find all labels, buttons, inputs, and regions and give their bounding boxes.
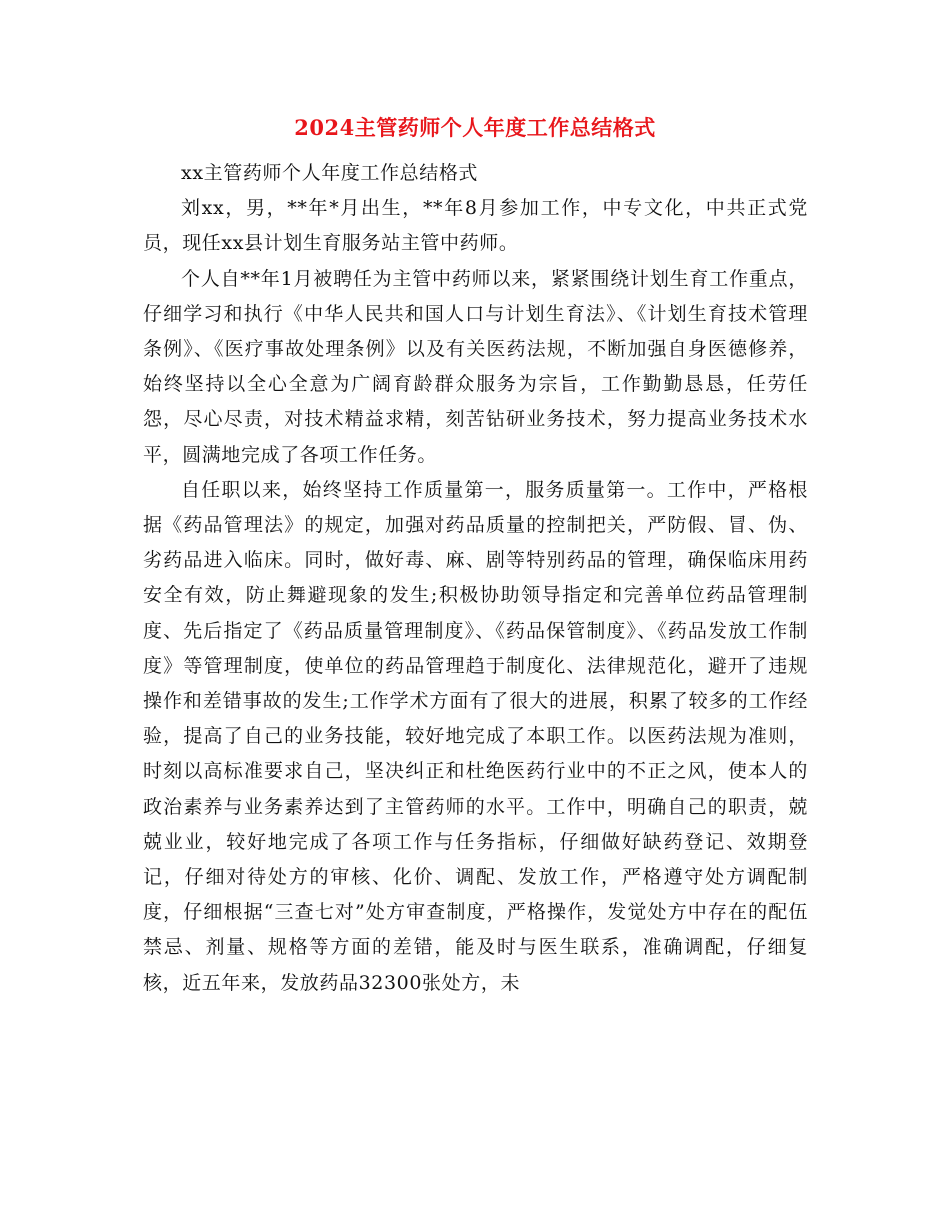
paragraph-overview: 个人自**年1月被聘任为主管中药师以来，紧紧围绕计划生育工作重点，仔细学习和执行《中华人民共和国人口与计划生育法》、《计划生育技术管理条例》、《医疗事故处理条例》以及有关医药法规，不断加强自身医德修养，始终坚持以全心全意为广阔育龄群众服务为宗旨，工作勤勤恳恳，任劳任怨，尽心尽责，对技术精益求精，刻苦钻研业务技术，努力提高业务技术水平，圆满地完成了各项工作任务。	[143, 267, 808, 466]
paragraph-subtitle: xx主管药师个人年度工作总结格式	[181, 162, 479, 184]
document-title: 2024主管药师个人年度工作总结格式	[294, 115, 656, 140]
paragraph-work-details: 自任职以来，始终坚持工作质量第一，服务质量第一。工作中，严格根据《药品管理法》的规定，加强对药品质量的控制把关，严防假、冒、伪、劣药品进入临床。同时，做好毒、麻、剧等特别药品的管理，确保临床用药安全有效，防止舞避现象的发生;积极协助领导指定和完善单位药品管理制度、先后指定了《药品质量管理制度》、《药品保管制度》、《药品发放工作制度》等管理制度，使单位的药品管理趋于制度化、法律规范化，避开了违规操作和差错事故的发生;工作学术方面有了很大的进展，积累了较多的工作经验，提高了自己的业务技能，较好地完成了本职工作。以医药法规为准则，时刻以高标准要求自己，坚决纠正和杜绝医药行业中的不正之风，使本人的政治素养与业务素养达到了主管药师的水平。工作中，明确自己的职责，兢兢业业，较好地完成了各项工作与任务指标，仔细做好缺药登记、效期登记，仔细对待处方的审核、化价、调配、发放工作，严格遵守处方调配制度，仔细根据“三查七对”处方审查制度，严格操作，发觉处方中存在的配伍禁忌、剂量、规格等方面的差错，能及时与医生联系，准确调配，仔细复核，近五年来，发放药品32300张处方，未	[143, 478, 808, 994]
document-body	[143, 156, 808, 1001]
paragraph-profile: 刘xx，男，**年*月出生，**年8月参加工作，中专文化，中共正式党员，现任xx县计划生育服务站主管中药师。	[143, 197, 808, 255]
